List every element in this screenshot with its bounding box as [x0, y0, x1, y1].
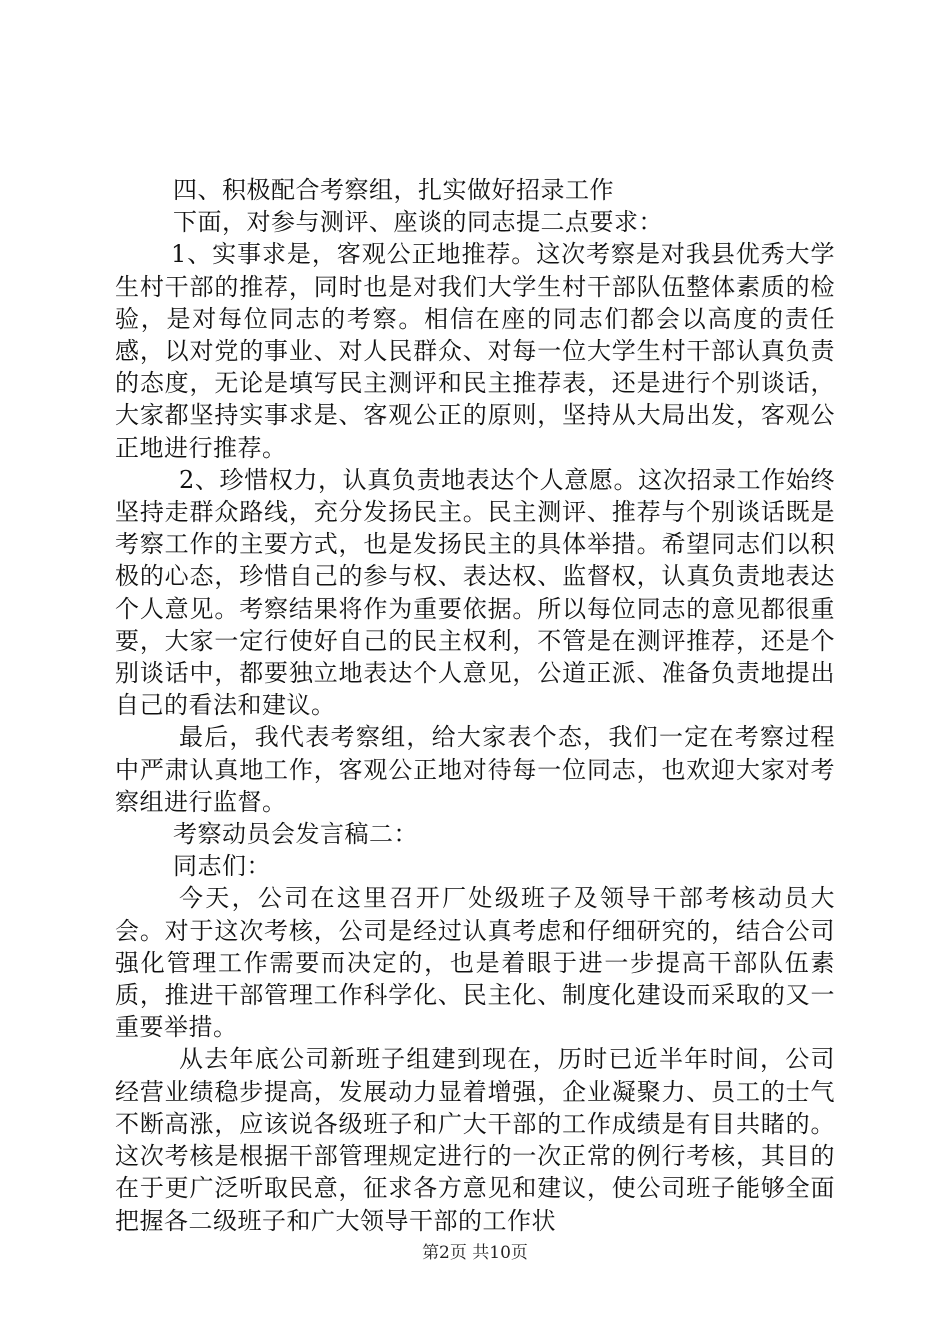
page-footer [0, 1243, 950, 1263]
section-heading: 四、积极配合考察组，扎实做好招录工作 [173, 176, 614, 204]
paragraph: 下面，对参与测评、座谈的同志提二点要求： [173, 208, 663, 237]
paragraph: 从去年底公司新班子组建到现在，历时已近半年时间，公司经营业绩稳步提高，发展动力显着增强，企业凝聚力、员工的士气不断高涨，应该说各级班子和广大干部的工作成绩是有目共睹的。这次考核是根据干部管理规定进行的一次正常的例行考核，其目的在于更广泛听取民意，征求各方意见和建议，使公司班子能够全面把握各二级班子和广大领导干部的工作状 [115, 1045, 835, 1235]
document-body [115, 174, 835, 1237]
page-number: 第2页 共10页 [422, 1243, 528, 1263]
paragraph: 最后，我代表考察组，给大家表个态，我们一定在考察过程中严肃认真地工作，客观公正地对待每一位同志，也欢迎大家对考察组进行监督。 [115, 723, 835, 816]
paragraph: 今天，公司在这里召开厂处级班子及领导干部考核动员大会。对于这次考核，公司是经过认真考虑和仔细研究的，结合公司强化管理工作需要而决定的，也是着眼于进一步提高干部队伍素质，推进干部管理工作科学化、民主化、制度化建设而采取的又一重要举措。 [115, 884, 835, 1042]
paragraph: 1、实事求是，客观公正地推荐。这次考察是对我县优秀大学生村干部的推荐，同时也是对我们大学生村干部队伍整体素质的检验，是对每位同志的考察。相信在座的同志们都会以高度的责任感，以对党的事业、对人民群众、对每一位大学生村干部认真负责的态度，无论是填写民主测评和民主推荐表，还是进行个别谈话，大家都坚持实事求是、客观公正的原则，坚持从大局出发，客观公正地进行推荐。 [115, 240, 835, 462]
salutation: 同志们： [173, 852, 271, 881]
paragraph: 2、珍惜权力，认真负责地表达个人意愿。这次招录工作始终坚持走群众路线，充分发扬民主。民主测评、推荐与个别谈话既是考察工作的主要方式，也是发扬民主的具体举措。希望同志们以积极的心态，珍惜自己的参与权、表达权、监督权，认真负责地表达个人意见。考察结果将作为重要依据。所以每位同志的意见都很重要，大家一定行使好自己的民主权利，不管是在测评推荐，还是个别谈话中，都要独立地表达个人意见，公道正派、准备负责地提出自己的看法和建议。 [115, 465, 835, 720]
speech-title: 考察动员会发言稿二： [173, 820, 418, 849]
